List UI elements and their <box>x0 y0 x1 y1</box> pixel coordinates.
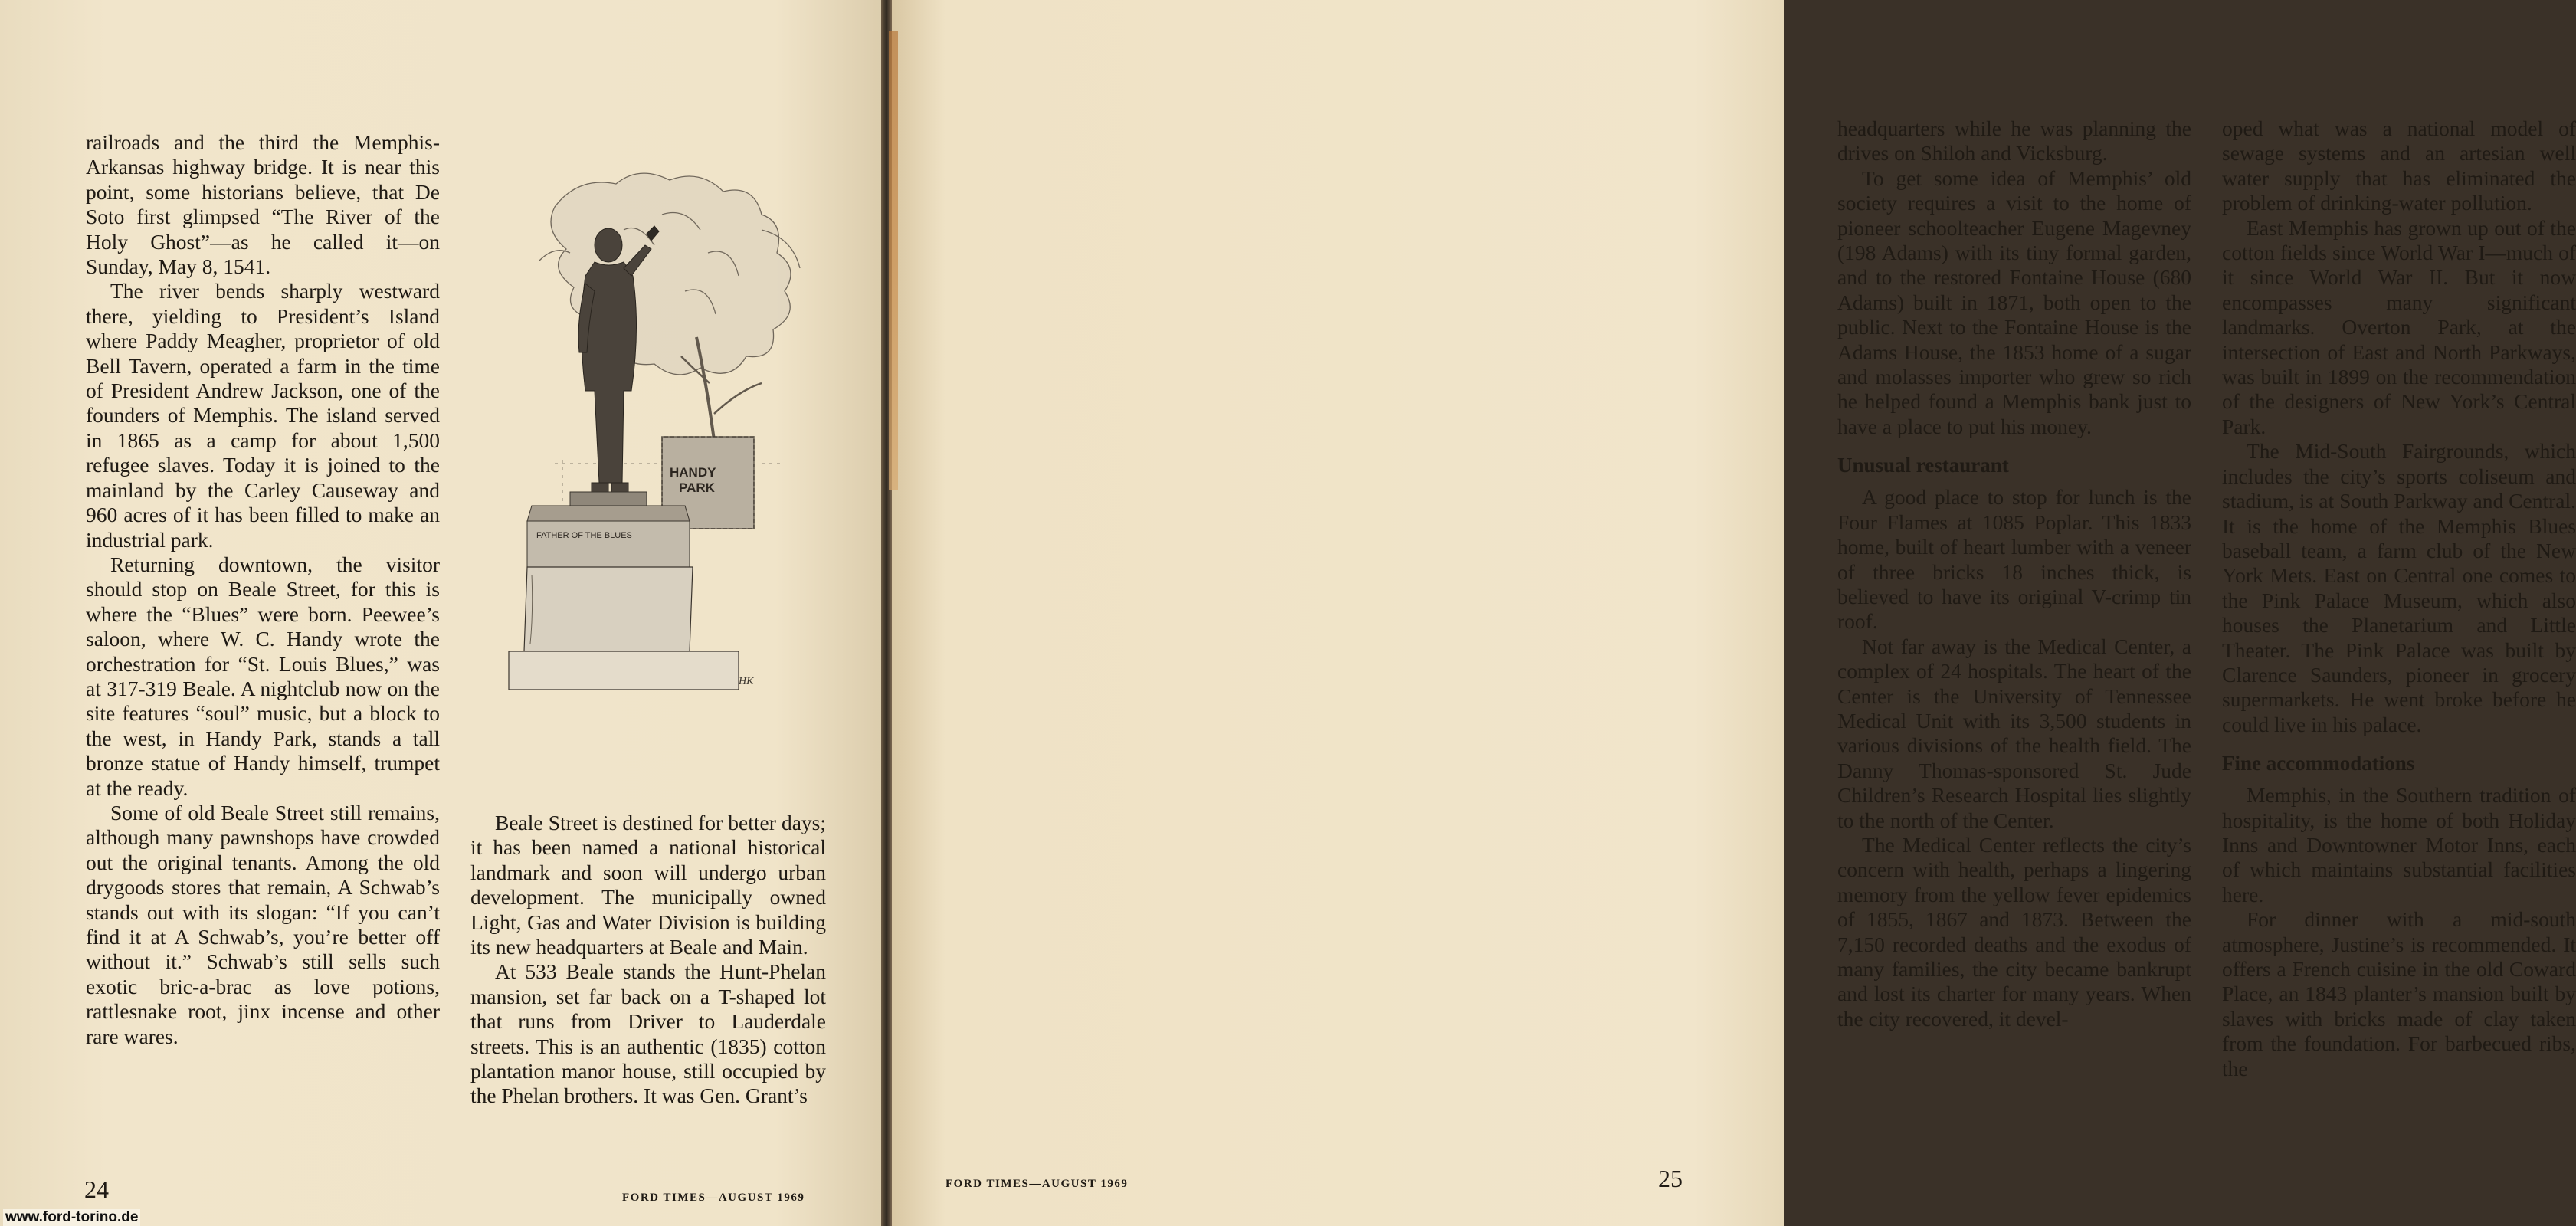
paragraph: For dinner with a mid-south atmosphere, Justine’s is recommended. It offers a French cuisine in the old Coward Place, an 1843 planter’s mansion built by slaves with bricks made of clay taken from the foundation. For barbecued ribs, the <box>2222 907 2576 1080</box>
paragraph: The Medical Center reflects the city’s concern with health, perhaps a lingering memory from the yellow fever epidemics of 1855, 1867 and 1873. Between the 7,150 recorded deaths and the exodus of many families, the city became bankrupt and lost its charter for many years. When the city recovered, it devel- <box>1837 832 2191 1031</box>
artist-signature: HK <box>739 676 754 687</box>
paragraph: The Mid-South Fairgrounds, which includes the city’s sports coliseum and stadium, is at South Parkway and Central. It is the home of the Memphis Blues baseball team, a farm club of the New York Mets. East on Central one comes to the Pink Palace Museum, which also houses the Planetarium and Little Theater. The Pink Palace was built by Clarence Saunders, pioneer in grocery supermarkets. He went broke before he could live in his palace. <box>2222 439 2576 736</box>
page-number: 25 <box>1658 1165 1683 1192</box>
page-number: 24 <box>84 1175 109 1203</box>
section-heading: Unusual restaurant <box>1837 454 2009 477</box>
paragraph: At 533 Beale stands the Hunt-Phelan mansion, set far back on a T-shaped lot that runs from Driver to Lauderdale streets. This is an authentic (1835) cotton plantation manor house, still occupied by the Phelan brothers. It was Gen. Grant’s <box>470 959 826 1108</box>
paragraph: headquarters while he was planning the drives on Shiloh and Vicksburg. <box>1837 116 2191 166</box>
paragraph: Memphis, in the Southern tradition of hospitality, is the home of both Holiday Inns and Downtowner Motor Inns, each of which maintains substantial facilities here. <box>2222 783 2576 906</box>
handy-statue-illustration <box>509 161 831 759</box>
watermark: www.ford-torino.de <box>3 1209 140 1226</box>
paragraph: The river bends sharply westward there, yielding to President’s Island where Paddy Meagher, proprietor of old Bell Tavern, operated a farm in the time of President Andrew Jackson, one of the founders of Memphis. The island served in 1865 as a camp for about 1,500 refugee slaves. Today it is joined to the mainland by the Carley Causeway and 960 acres of it has been filled to make an industrial park. <box>86 279 440 552</box>
text-column-3 <box>1837 116 2191 1031</box>
running-footer: FORD TIMES—AUGUST 1969 <box>622 1192 805 1204</box>
paragraph: East Memphis has grown up out of the cotton fields since World War I—much of it since World War II. But it now encompasses many significant landmarks. Overton Park, at the intersection of East and North Parkways, was built in 1899 on the recommendation of the designers of New York’s Central Park. <box>2222 215 2576 438</box>
plinth-inscription: FATHER OF THE BLUES <box>536 531 632 540</box>
sign-line-2: PARK <box>679 480 715 495</box>
left-page <box>0 0 881 1226</box>
text-column-4 <box>2222 116 2576 1081</box>
paragraph: Not far away is the Medical Center, a complex of 24 hospitals. The heart of the Center is the University of Tennessee Medical Unit with its 3,500 students in various divisions of the health field. The Danny Thomas-sponsored St. Jude Children’s Research Hospital lies slightly to the north of the Center. <box>1837 634 2191 832</box>
text-column-2 <box>470 811 826 1109</box>
paragraph: A good place to stop for lunch is the Four Flames at 1085 Poplar. This 1833 home, built of heart lumber with a veneer of three bricks 18 inches thick, is believed to have its original V-crimp tin roof. <box>1837 485 2191 634</box>
section-heading: Fine accommodations <box>2222 752 2415 775</box>
paragraph: Beale Street is destined for better days; it has been named a national historical landmark and soon will undergo urban development. The municipally owned Light, Gas and Water Division is building its new headquarters at Beale and Main. <box>470 811 826 959</box>
paragraph: Some of old Beale Street still remains, although many pawnshops have crowded out the original tenants. Among the old drygoods stores that remain, A Schwab’s stands out with its slogan: “If you can’t find it at A Schwab’s, you’re better off without it.” Schwab’s still sells such exotic bric-a-brac as love potions, rattlesnake root, jinx incense and other rare wares. <box>86 800 440 1048</box>
paragraph: oped what was a national model of sewage systems and an artesian well water supply that has eliminated the problem of drinking-water pollution. <box>2222 116 2576 215</box>
paragraph: Returning downtown, the visitor should stop on Beale Street, for this is where the “Blues” were born. Peewee’s saloon, where W. C. Handy wrote the orchestration for “St. Louis Blues,” was at 317-319 Beale. A nightclub now on the site features “soul” music, but a block to the west, in Handy Park, stands a tall bronze statue of Handy himself, trumpet at the ready. <box>86 552 440 800</box>
paragraph: railroads and the third the Memphis-Arkansas highway bridge. It is near this point, some historians believe, that De Soto first glimpsed “The River of the Holy Ghost”—as he called it—on Sunday, May 8, 1541. <box>86 130 440 279</box>
running-footer: FORD TIMES—AUGUST 1969 <box>946 1178 1129 1190</box>
text-column-1 <box>86 130 440 1049</box>
sign-line-1: HANDY <box>670 465 716 480</box>
right-page <box>892 0 2576 1226</box>
paragraph: To get some idea of Memphis’ old society requires a visit to the home of pioneer schoolteacher Eugene Magevney (198 Adams) with its tiny formal garden, and to the restored Fontaine House (680 Adams) built in 1871, both open to the public. Next to the Fontaine House is the Adams House, the 1853 home of a sugar and molasses importer who grew so rich he helped found a Memphis bank just to have a place to put his money. <box>1837 166 2191 438</box>
page-edge-stain <box>889 31 898 490</box>
